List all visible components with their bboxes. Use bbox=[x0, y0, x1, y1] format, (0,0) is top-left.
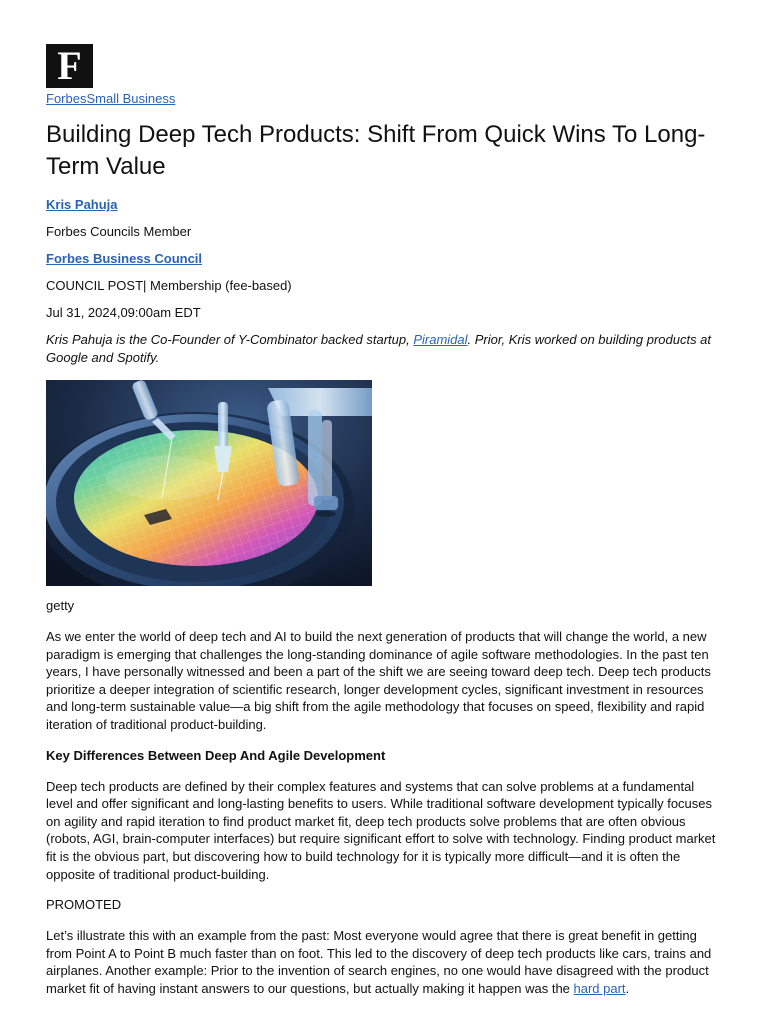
author-line bbox=[46, 196, 722, 214]
publish-date: Jul 31, 2024,09:00am EDT bbox=[46, 305, 201, 320]
paragraph-example bbox=[46, 927, 722, 997]
breadcrumb-section-link[interactable]: Small Business bbox=[86, 91, 176, 106]
promoted-label: PROMOTED bbox=[46, 897, 122, 913]
breadcrumb bbox=[46, 90, 722, 108]
article-title: Building Deep Tech Products: Shift From Quick Wins To Long-Term Value bbox=[46, 121, 706, 180]
author-link[interactable]: Kris Pahuja bbox=[46, 197, 118, 212]
paragraph-differences: Deep tech products are defined by their complex features and systems that can solve problems at a fundamental level and offer significant and long-lasting benefits to users. While traditional software development typically focuses on agility and rapid iteration to find product market fit, deep tech products solve problems that are often obvious (robots, AGI, brain-computer interfaces) but require significant effort to solve with technology. Finding product market fit is the obvious part, but discovering how to build technology for it is typically more difficult—and it is often the opposite of traditional product-building. bbox=[46, 778, 716, 882]
forbes-logo[interactable] bbox=[46, 44, 93, 88]
author-bio-text-before: Kris Pahuja is the Co-Founder of Y-Combinator backed startup, bbox=[46, 332, 414, 347]
piramidal-link[interactable]: Piramidal bbox=[413, 332, 468, 347]
council-line bbox=[46, 250, 722, 268]
author-bio bbox=[46, 331, 722, 367]
image-caption: getty bbox=[46, 598, 75, 613]
breadcrumb-site-link[interactable]: Forbes bbox=[46, 91, 87, 106]
hero-image bbox=[46, 380, 372, 586]
post-type-label: COUNCIL POST| Membership (fee-based) bbox=[46, 278, 292, 293]
author-bio-text-after: . Prior, Kris worked on building products at Google and Spotify. bbox=[46, 332, 712, 365]
paragraph-example-text-after: . bbox=[625, 980, 630, 996]
hard-part-link[interactable]: hard part bbox=[573, 980, 626, 996]
paragraph-example-text-before: Let’s illustrate this with an example from the past: Most everyone would agree that there is great benefit in getting from Point A to Point B much faster than on foot. This led to the discovery of deep tech products like cars, trains and airplanes. Another example: Prior to the invention of search engines, no one would have disagreed with the product market fit of having instant answers to our questions, but actually making it happen was the bbox=[46, 928, 712, 996]
forbes-logo-letter: F bbox=[57, 43, 82, 88]
section-subheading: Key Differences Between Deep And Agile Development bbox=[46, 747, 386, 763]
author-role: Forbes Councils Member bbox=[46, 224, 192, 239]
paragraph-intro: As we enter the world of deep tech and AI to build the next generation of products that will change the world, a new paradigm is emerging that challenges the long-standing dominance of agile software methodologies. In the past ten years, I have personally witnessed and been a part of the shift we are seeing toward deep tech. Deep tech products prioritize a deeper integration of scientific research, longer development cycles, significant investment in resources and long-term sustainable value—a big shift from the agile methodology that focuses on speed, flexibility and rapid iteration of traditional product-building. bbox=[46, 629, 711, 732]
council-link[interactable]: Forbes Business Council bbox=[46, 251, 203, 266]
